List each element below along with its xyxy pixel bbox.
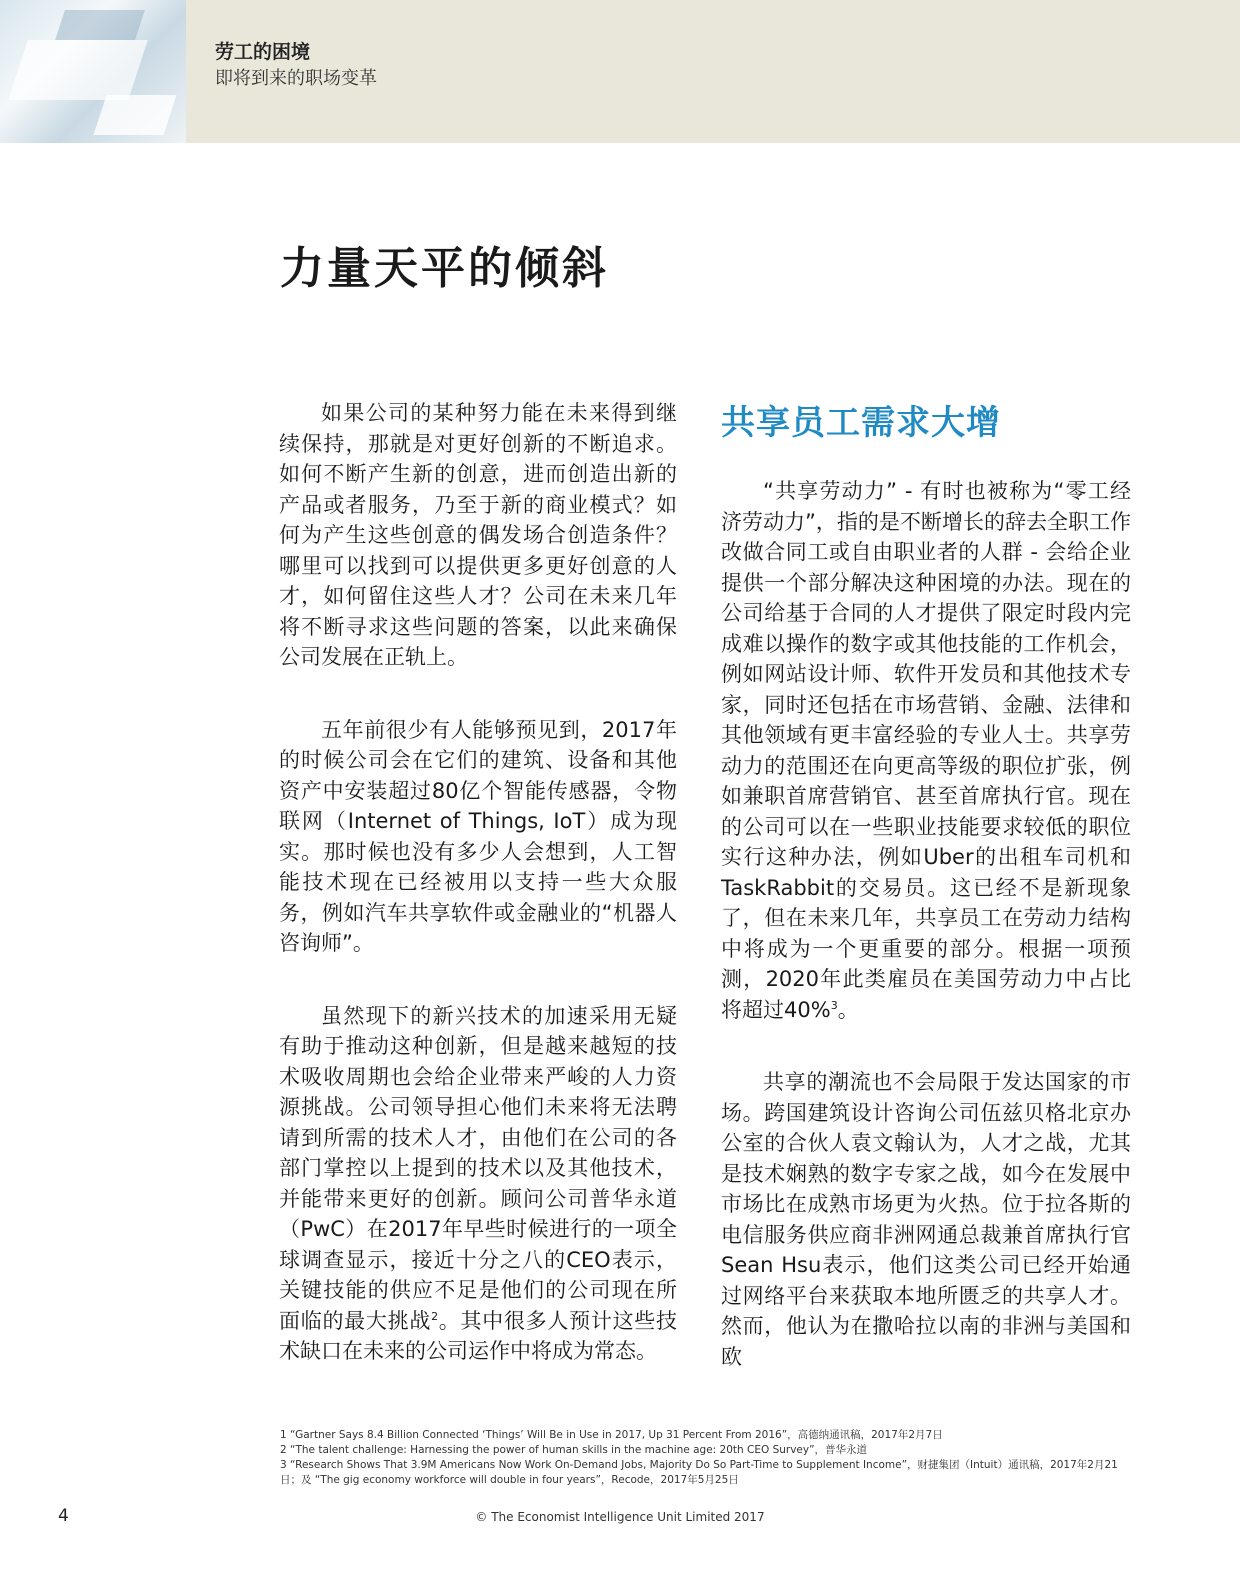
paragraph-punct: 。	[837, 997, 859, 1022]
left-column	[279, 398, 677, 1409]
paragraph-text: “共享劳动力” - 有时也被称为“零工经济劳动力”，指的是不断增长的辞去全职工作改做合同工或自由职业者的人群 - 会给企业提供一个部分解决这种困境的办法。现在的公司给基于合同的人才提供了限定时段内完成难以操作的数字或其他技能的工作机会，例如网站设计师、软件开发员和其他技术专家，同时还包括在市场营销、金融、法律和其他领域有更丰富经验的专业人士。共享劳动力的范围还在向更高等级的职位扩张，例如兼职首席营销官、甚至首席执行官。现在的公司可以在一些职业技能要求较低的职位实行这种办法，例如Uber的出租车司机和TaskRabbit的交易员。这已经不是新现象了，但在未来几年，共享员工在劳动力结构中将成为一个更重要的部分。根据一项预测，2020年此类雇员在美国劳动力中占比将超过40%	[721, 479, 1131, 1022]
section-heading: 共享员工需求大增	[721, 403, 1001, 443]
page-number: 4	[58, 1506, 69, 1526]
report-subtitle: 即将到来的职场变革	[215, 67, 377, 89]
paragraph: 如果公司的某种努力能在未来得到继续保持，那就是对更好创新的不断追求。如何不断产生新的创意，进而创造出新的产品或者服务，乃至于新的商业模式？如何为产生这些创意的偶发场合创造条件？哪里可以找到可以提供更多更好创意的人才，如何留住这些人才？公司在未来几年将不断寻求这些问题的答案，以此来确保公司发展在正轨上。	[279, 401, 677, 669]
paragraph-punct: 。	[438, 1308, 461, 1333]
footnote: 3 “Research Shows That 3.9M Americans Now Work On-Demand Jobs, Majority Do So Part-Time to Supplement Income”，财捷集团（Intuit）通讯稿，2017年2月21日；及 “The gig economy workforce will double in four years”，Recode，2017年5月25日	[280, 1459, 1118, 1486]
paragraph-text: 其中很多人预计这些技术缺口在未来的公司运作中将成为常态。	[279, 1308, 678, 1363]
right-column	[721, 398, 1131, 1414]
header-photo	[0, 0, 186, 143]
footnotes	[280, 1428, 1130, 1488]
paragraph	[279, 1001, 677, 1367]
paragraph-text: 虽然现下的新兴技术的加速采用无疑有助于推动这种创新，但是越来越短的技术吸收周期也会给企业带来严峻的人力资源挑战。公司领导担心他们未来将无法聘请到所需的技术人才，由他们在公司的各部门掌控以上提到的技术以及其他技术，并能带来更好的创新。顾问公司普华永道（PwC）在2017年早些时候进行的一项全球调查显示，接近十分之八的CEO表示，关键技能的供应不足是他们的公司现在所面临的最大挑战	[279, 1003, 677, 1333]
footnote: 2 “The talent challenge: Harnessing the power of human skills in the machine age: 20th CEO Survey”，普华永道	[280, 1444, 868, 1456]
page-title: 力量天平的倾斜	[280, 243, 609, 294]
header-text	[215, 40, 377, 92]
paragraph: 共享的潮流也不会局限于发达国家的市场。跨国建筑设计咨询公司伍兹贝格北京办公室的合伙人袁文翰认为，人才之战，尤其是技术娴熟的数字专家之战，如今在发展中市场比在成熟市场更为火热。位于拉各斯的电信服务供应商非洲网通总裁兼首席执行官Sean Hsu表示，他们这类公司已经开始通过网络平台来获取本地所匮乏的共享人才。然而，他认为在撒哈拉以南的非洲与美国和欧	[721, 1070, 1131, 1369]
header-band	[0, 0, 1240, 143]
footnote-ref: 2	[431, 1309, 439, 1323]
footnote-ref: 3	[830, 998, 838, 1012]
footnote: 1 “Gartner Says 8.4 Billion Connected ‘Things’ Will Be in Use in 2017, Up 31 Percent From 2016”，高德纳通讯稿，2017年2月7日	[280, 1429, 943, 1441]
paragraph	[721, 476, 1131, 1025]
report-title: 劳工的困境	[215, 41, 311, 63]
copyright: © The Economist Intelligence Unit Limited 2017	[475, 1510, 765, 1524]
paragraph: 五年前很少有人能够预见到，2017年的时候公司会在它们的建筑、设备和其他资产中安装超过80亿个智能传感器，令物联网（Internet of Things, IoT）成为现实。那时候也没有多少人会想到，人工智能技术现在已经被用以支持一些大众服务，例如汽车共享软件或金融业的“机器人咨询师”。	[279, 717, 677, 955]
